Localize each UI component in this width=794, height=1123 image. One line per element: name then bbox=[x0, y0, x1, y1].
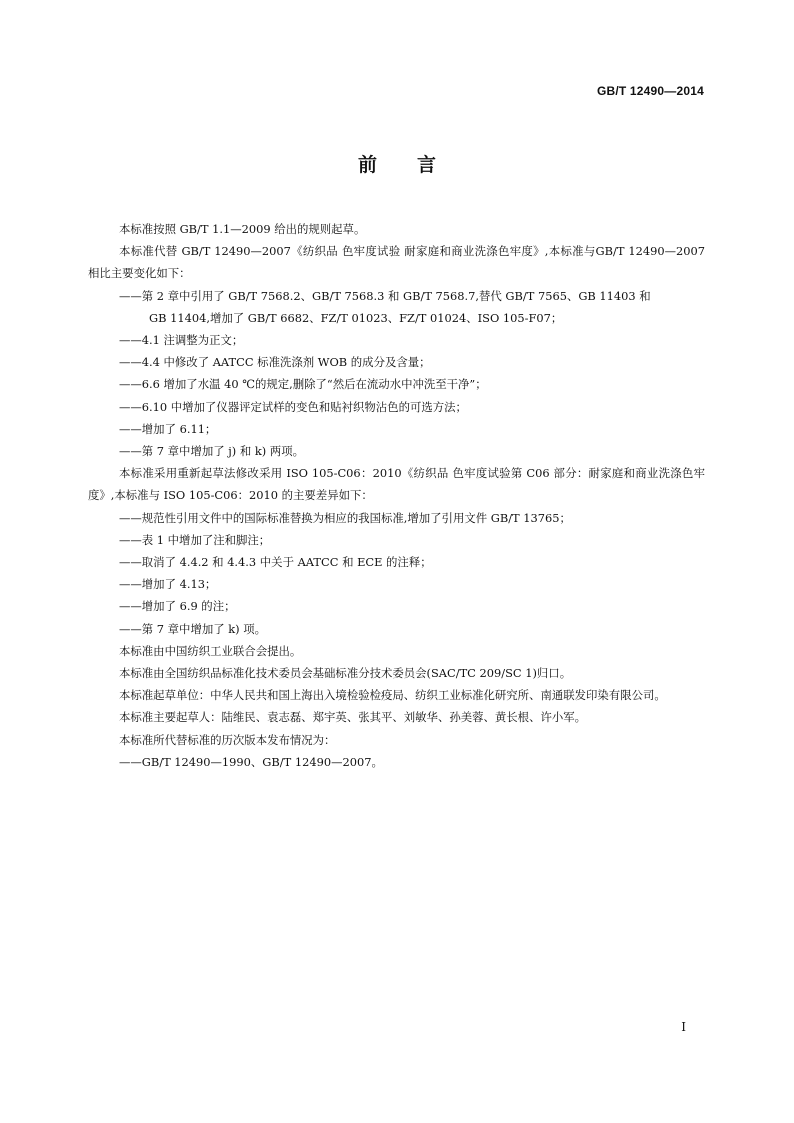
list-item: ——4.4 中修改了 AATCC 标准洗涤剂 WOB 的成分及含量； bbox=[119, 355, 431, 370]
standard-number: GB/T 12490—2014 bbox=[596, 84, 704, 98]
document-body bbox=[88, 218, 705, 773]
paragraph: 本标准按照 GB/T 1.1—2009 给出的规则起草。 bbox=[119, 222, 366, 236]
list-item: ——增加了 4.13； bbox=[119, 577, 217, 592]
paragraph: 本标准起草单位：中华人民共和国上海出入境检验检疫局、纺织工业标准化研究所、南通联发印染有限公司。 bbox=[119, 688, 666, 703]
paragraph: 本标准主要起草人：陆维民、袁志磊、郑宇英、张其平、刘敏华、孙美蓉、黄长根、许小军。 bbox=[119, 710, 587, 725]
list-item: ——取消了 4.4.2 和 4.4.3 中关于 AATCC 和 ECE 的注释； bbox=[119, 555, 432, 570]
list-item-continuation: GB 11404,增加了 GB/T 6682、FZ/T 01023、FZ/T 01024、ISO 105-F07； bbox=[149, 310, 563, 325]
list-item: ——增加了 6.9 的注； bbox=[119, 599, 236, 614]
list-item: ——6.10 中增加了仪器评定试样的变色和贴衬织物沾色的可选方法； bbox=[119, 399, 467, 414]
paragraph: 本标准由中国纺织工业联合会提出。 bbox=[119, 643, 302, 658]
paragraph: 本标准所代替标准的历次版本发布情况为： bbox=[119, 732, 336, 747]
list-item: ——第 7 章中增加了 j) 和 k) 两项。 bbox=[119, 444, 304, 459]
list-item: ——第 7 章中增加了 k) 项。 bbox=[119, 621, 266, 636]
list-item: ——规范性引用文件中的国际标准替换为相应的我国标准,增加了引用文件 GB/T 13765； bbox=[119, 510, 571, 525]
list-item: ——4.1 注调整为正文； bbox=[119, 333, 244, 348]
list-item: ——增加了 6.11； bbox=[119, 421, 217, 436]
list-item: ——表 1 中增加了注和脚注； bbox=[119, 532, 271, 547]
list-item: ——GB/T 12490—1990、GB/T 12490—2007。 bbox=[119, 754, 383, 769]
paragraph: 本标准由全国纺织品标准化技术委员会基础标准分技术委员会(SAC/TC 209/SC 1)归口。 bbox=[119, 666, 572, 681]
paragraph: 本标准采用重新起草法修改采用 ISO 105-C06：2010《纺织品 色牢度试验第 C06 部分：耐家庭和商业洗涤色牢度》,本标准与 ISO 105-C06：2010 的主要差异如下： bbox=[88, 466, 705, 503]
paragraph: 本标准代替 GB/T 12490—2007《纺织品 色牢度试验 耐家庭和商业洗涤色牢度》,本标准与GB/T 12490—2007 相比主要变化如下： bbox=[88, 244, 705, 281]
list-item: ——6.6 增加了水温 40 ℃的规定,删除了“然后在流动水中冲洗至干净”； bbox=[119, 377, 487, 392]
page-number: I bbox=[681, 1020, 686, 1034]
list-item: ——第 2 章中引用了 GB/T 7568.2、GB/T 7568.3 和 GB/T 7568.7,替代 GB/T 7565、GB 11403 和 bbox=[119, 288, 651, 303]
page-title: 前言 bbox=[357, 154, 476, 176]
